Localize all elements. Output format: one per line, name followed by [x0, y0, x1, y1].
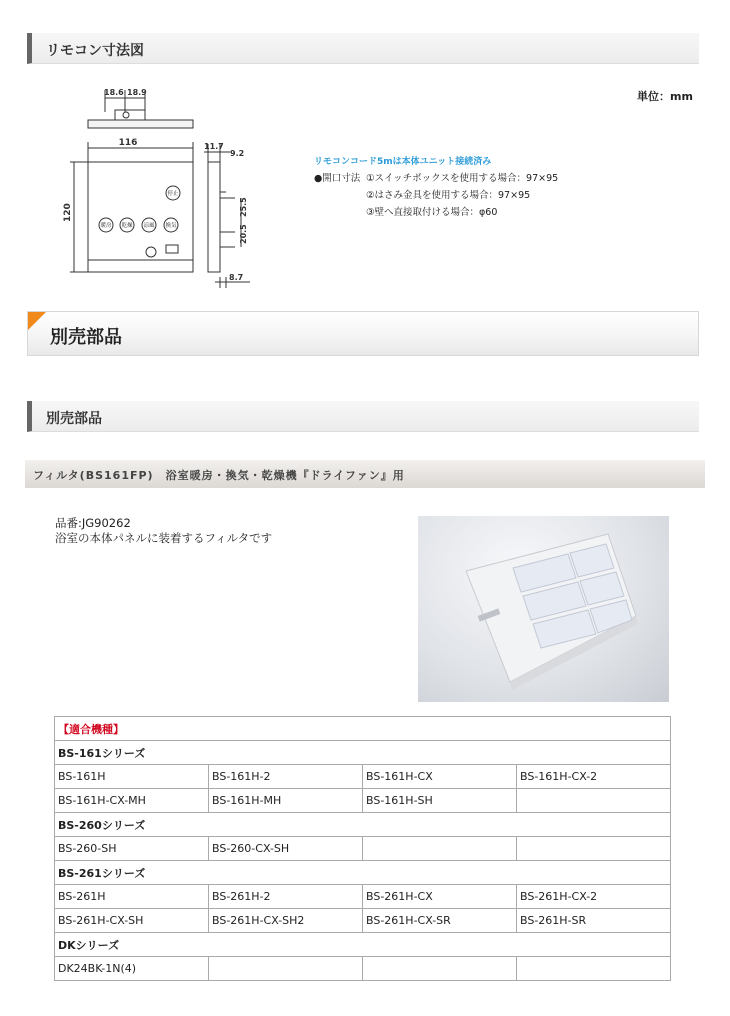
- button-cool-label: 涼風: [143, 223, 155, 229]
- unit-label: 単位：mm: [637, 90, 693, 103]
- button-heat-label: 暖房: [100, 223, 112, 229]
- section-title: 別売部品: [46, 411, 102, 427]
- product-title-bar: [25, 460, 705, 488]
- model-cell: BS-161H-2: [209, 765, 363, 789]
- model-cell: BS-260-CX-SH: [209, 837, 363, 861]
- table-row: [55, 813, 671, 837]
- button-stop-label: 停止: [167, 191, 179, 197]
- orange-corner-mark: [28, 312, 46, 330]
- spec-item-2: ②はさみ金具を使用する場合：97×95: [366, 190, 531, 201]
- section-header-accessories: [27, 401, 699, 432]
- model-cell: [517, 837, 671, 861]
- dim-side-depth: 11.7: [204, 142, 224, 151]
- table-row: [55, 885, 671, 909]
- model-cell: BS-161H-CX: [363, 765, 517, 789]
- part-number: 品番:JG90262: [55, 516, 131, 530]
- remocon-dimension-drawing: [60, 82, 260, 294]
- model-cell: BS-260-SH: [55, 837, 209, 861]
- section-header-remocon-dimensions: [27, 33, 699, 64]
- dim-top-b: 18.9: [127, 88, 147, 97]
- model-cell: [363, 957, 517, 981]
- table-row: [55, 957, 671, 981]
- model-cell: BS-161H-CX-MH: [55, 789, 209, 813]
- spec-item-1: ①スイッチボックスを使用する場合：97×95: [366, 173, 559, 184]
- product-info: [55, 516, 272, 546]
- table-row: [55, 765, 671, 789]
- spec-item-3: ③壁へ直接取付ける場合：φ60: [366, 207, 498, 218]
- table-row: [55, 909, 671, 933]
- filter-product-image: [418, 516, 669, 702]
- table-row: [55, 717, 671, 741]
- model-cell: BS-161H-SH: [363, 789, 517, 813]
- model-cell: BS-261H-SR: [517, 909, 671, 933]
- dim-width: 116: [118, 138, 138, 148]
- series-name: BS-260シリーズ: [55, 813, 671, 837]
- section-title: リモコン寸法図: [46, 43, 144, 59]
- model-cell: BS-261H-CX-SH: [55, 909, 209, 933]
- model-cell: BS-161H-CX-2: [517, 765, 671, 789]
- model-cell: BS-261H-CX-2: [517, 885, 671, 909]
- model-cell: [209, 957, 363, 981]
- series-name: BS-261シリーズ: [55, 861, 671, 885]
- dim-side-25-5: 25.5: [239, 197, 248, 217]
- dim-side-8-7: 8.7: [229, 273, 244, 282]
- model-cell: [517, 957, 671, 981]
- big-section-header: [27, 311, 699, 356]
- opening-spec: [314, 170, 558, 221]
- series-name: DKシリーズ: [55, 933, 671, 957]
- dim-side-20-5: 20.5: [239, 224, 248, 244]
- table-row: [55, 789, 671, 813]
- model-cell: BS-261H: [55, 885, 209, 909]
- model-cell: BS-261H-2: [209, 885, 363, 909]
- product-description: 浴室の本体パネルに装着するフィルタです: [55, 531, 273, 545]
- model-cell: BS-261H-CX-SH2: [209, 909, 363, 933]
- dim-side-9-2: 9.2: [230, 149, 245, 158]
- spec-label: ●開口寸法: [314, 173, 361, 184]
- series-name: BS-161シリーズ: [55, 741, 671, 765]
- cord-note: リモコンコード5mは本体ユニット接続済み: [314, 157, 492, 167]
- model-cell: DK24BK-1N(4): [55, 957, 209, 981]
- table-row: [55, 933, 671, 957]
- table-row: [55, 837, 671, 861]
- table-row: [55, 861, 671, 885]
- model-cell: BS-261H-CX-SR: [363, 909, 517, 933]
- model-cell: BS-161H-MH: [209, 789, 363, 813]
- model-cell: BS-161H: [55, 765, 209, 789]
- compatible-models-table: [54, 716, 671, 981]
- dim-height: 120: [63, 203, 73, 222]
- big-section-title: 別売部品: [50, 327, 122, 348]
- table-header: 【適合機種】: [55, 717, 671, 741]
- model-cell: BS-261H-CX: [363, 885, 517, 909]
- dim-top-a: 18.6: [104, 88, 124, 97]
- model-cell: [517, 789, 671, 813]
- product-title: フィルタ(BS161FP) 浴室暖房・換気・乾燥機『ドライファン』用: [33, 469, 405, 482]
- table-row: [55, 741, 671, 765]
- button-vent-label: 換気: [165, 223, 177, 229]
- button-dry-label: 乾燥: [121, 223, 133, 229]
- model-cell: [363, 837, 517, 861]
